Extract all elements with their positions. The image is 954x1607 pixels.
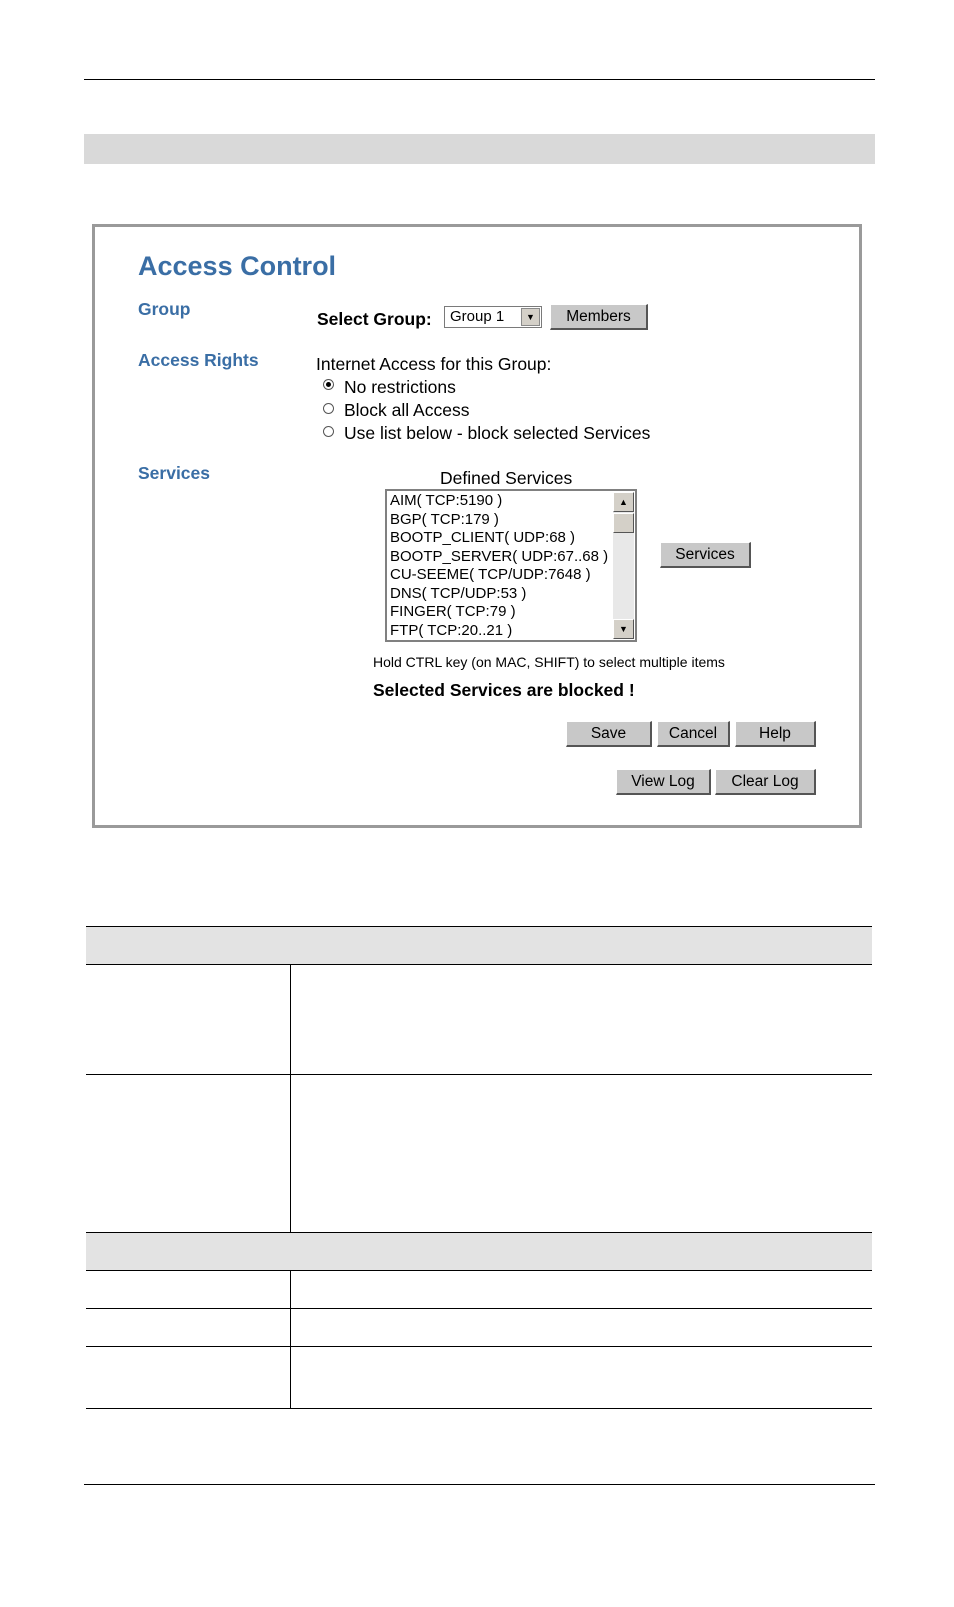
section-label-services: Services [138, 463, 211, 483]
radio-block-all[interactable] [323, 403, 334, 414]
defined-services-listbox[interactable] [385, 489, 637, 642]
services-button[interactable]: Services [660, 542, 751, 568]
multi-select-hint: Hold CTRL key (on MAC, SHIFT) to select multiple items [373, 654, 725, 670]
radio-label-use-list: Use list below - block selected Services [344, 423, 651, 443]
chevron-down-icon[interactable]: ▼ [521, 308, 540, 326]
page-title: Access Control [138, 251, 337, 281]
clear-log-button[interactable]: Clear Log [715, 769, 816, 795]
table-rule [86, 1308, 872, 1309]
help-button[interactable]: Help [735, 721, 816, 747]
table-rule [86, 1346, 872, 1347]
list-item[interactable]: DNS( TCP/UDP:53 ) [390, 584, 527, 602]
scroll-up-icon[interactable]: ▲ [613, 492, 634, 512]
listbox-scrollbar[interactable] [613, 492, 634, 639]
members-button[interactable]: Members [550, 304, 648, 330]
access-control-screen [92, 224, 862, 828]
list-item[interactable]: CU-SEEME( TCP/UDP:7648 ) [390, 566, 591, 583]
internet-access-prompt: Internet Access for this Group: [316, 354, 552, 374]
view-log-button[interactable]: View Log [616, 769, 711, 795]
list-item[interactable]: BGP( TCP:179 ) [390, 510, 499, 528]
scroll-down-icon[interactable]: ▼ [613, 619, 634, 639]
table-rule [86, 964, 872, 965]
radio-label-block-all: Block all Access [344, 400, 470, 420]
table-bottom-rule [86, 1408, 872, 1409]
list-item[interactable]: AIM( TCP:5190 ) [390, 492, 503, 509]
radio-selected-dot [326, 382, 331, 387]
header-rule [84, 79, 875, 80]
save-button[interactable]: Save [566, 721, 652, 747]
group-select-value: Group 1 [450, 308, 505, 325]
select-group-label: Select Group: [317, 309, 432, 329]
scroll-thumb[interactable] [613, 513, 634, 533]
table-rule [86, 1074, 872, 1075]
list-item[interactable]: BOOTP_SERVER( UDP:67..68 ) [390, 547, 609, 565]
defined-services-title: Defined Services [440, 468, 573, 488]
table-rule [86, 1270, 872, 1271]
table-column-divider [290, 1270, 291, 1408]
radio-no-restrictions[interactable] [323, 379, 334, 390]
table-heading-row [86, 1233, 872, 1270]
table-heading-row [86, 927, 872, 964]
list-item[interactable]: BOOTP_CLIENT( UDP:68 ) [390, 529, 576, 546]
cancel-button[interactable]: Cancel [657, 721, 730, 747]
section-label-access-rights: Access Rights [138, 350, 259, 370]
group-select[interactable] [444, 306, 542, 328]
list-item[interactable]: FTP( TCP:20..21 ) [390, 621, 513, 639]
blocked-note: Selected Services are blocked ! [373, 680, 635, 700]
footer-rule [84, 1484, 875, 1485]
list-item[interactable]: FINGER( TCP:79 ) [390, 603, 516, 620]
radio-use-list[interactable] [323, 426, 334, 437]
section-heading-band [84, 134, 875, 164]
section-label-group: Group [138, 299, 191, 319]
table-column-divider [290, 964, 291, 1232]
radio-label-no-restrictions: No restrictions [344, 377, 456, 397]
services-items [390, 492, 614, 640]
